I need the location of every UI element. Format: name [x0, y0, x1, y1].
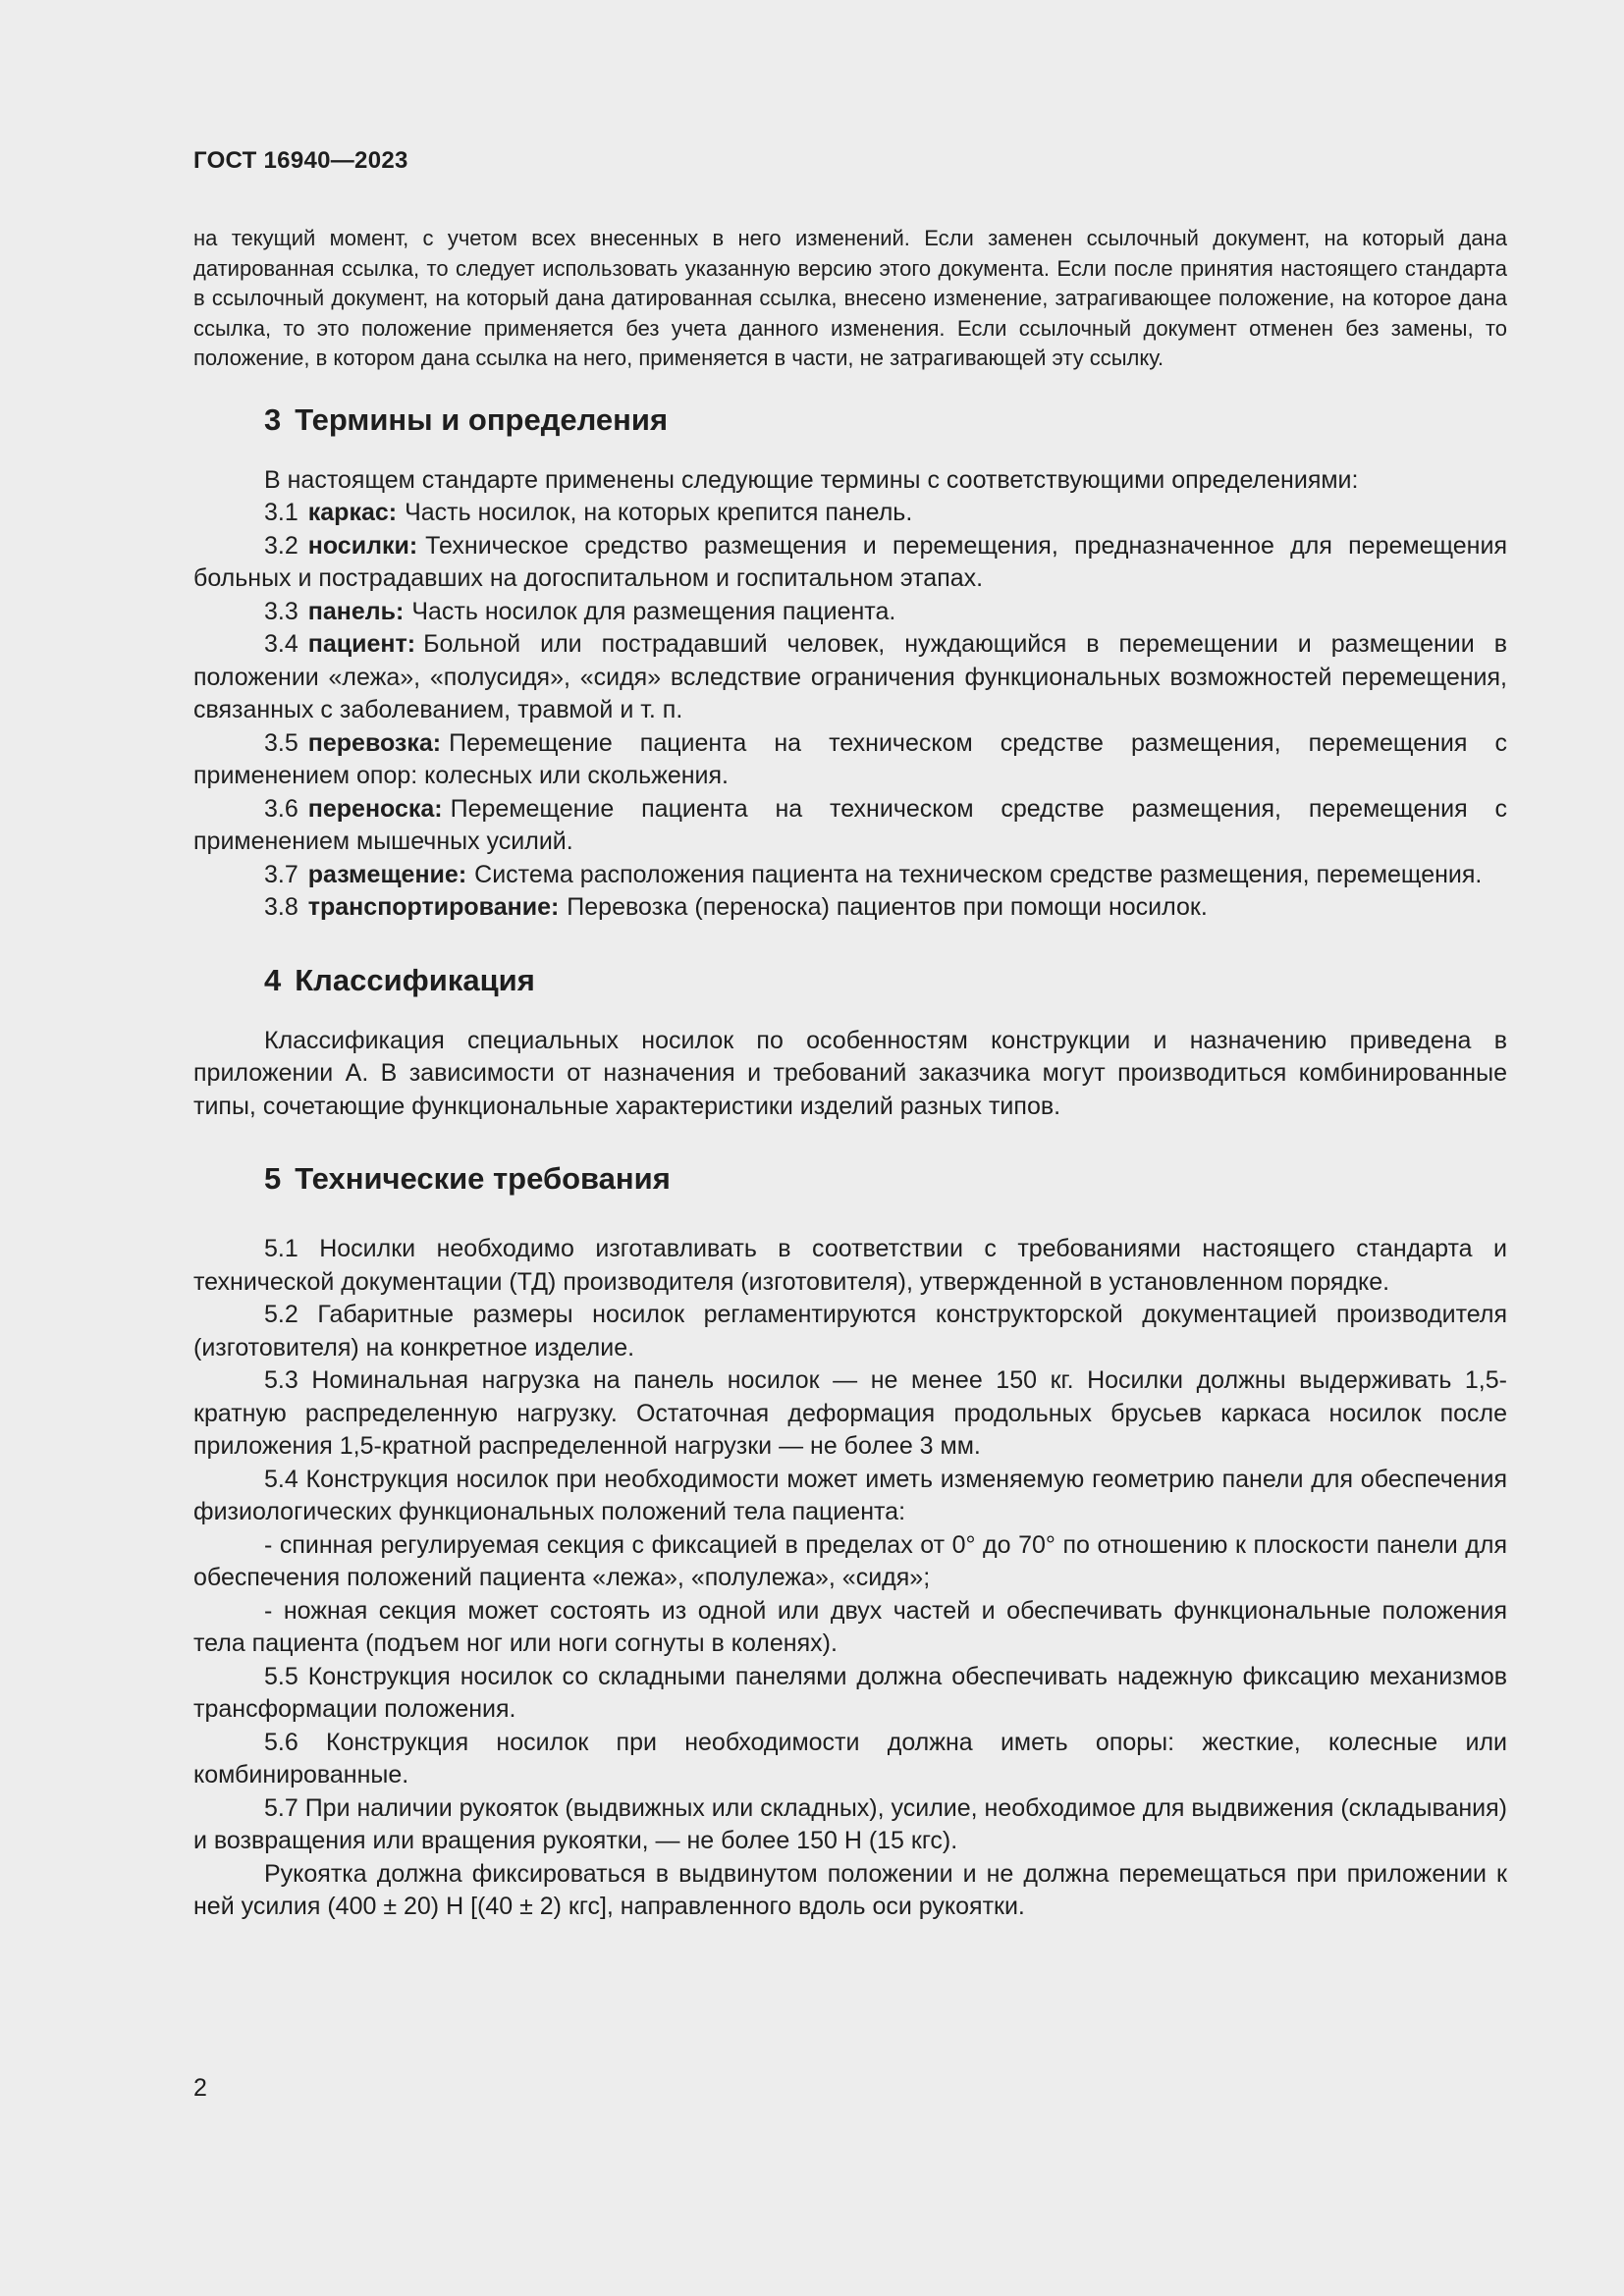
term-definition: Перемещение пациента на техническом средстве размещения, перемещения с применением опор: колесных или скольжения.: [193, 728, 1507, 789]
term-number: 3.8: [264, 893, 298, 921]
spacer: [193, 925, 1507, 962]
spacer: [193, 1123, 1507, 1160]
term-number: 3.4: [264, 630, 298, 658]
term-number: 3.5: [264, 728, 298, 757]
term-name: перевозка:: [307, 728, 442, 757]
paragraph-5-2: 5.2 Габаритные размеры носилок регламентируются конструкторской документацией производителя (изготовителя) на конкретное изделие.: [193, 1301, 1507, 1362]
section-4-heading: [193, 962, 1507, 999]
list-item-backrest: - спинная регулируемая секция с фиксацией в пределах от 0° до 70° по отношению к плоскости панели для обеспечения положений пациента «лежа», «полулежа», «сидя»;: [193, 1530, 1507, 1591]
term-definition: Больной или пострадавший человек, нуждающийся в перемещении и размещении в положении «лежа», «полусидя», «сидя» вследствие ограничения функциональных возможностей перемещения, связанных с заболеванием, травмой и т. п.: [193, 630, 1507, 723]
term-definition: Перевозка (переноска) пациентов при помощи носилок.: [567, 893, 1208, 921]
term-name: панель:: [307, 597, 405, 625]
section-4-text: Классификация специальных носилок по особенностям конструкции и назначению приведена в приложении А. В зависимости от назначения и требований заказчика могут производиться комбинированные типы, сочетающие функциональные характеристики изделий разных типов.: [193, 1026, 1507, 1120]
paragraph-5-6: 5.6 Конструкция носилок при необходимости должна иметь опоры: жесткие, колесные или комбинированные.: [193, 1728, 1507, 1789]
term-3-6: [193, 793, 1507, 859]
term-3-3: [193, 596, 1507, 629]
term-name: каркас:: [307, 499, 398, 526]
term-number: 3.6: [264, 794, 298, 823]
term-name: транспортирование:: [307, 893, 560, 921]
term-3-1: [193, 497, 1507, 530]
term-name: размещение:: [307, 860, 467, 888]
section-number: 5: [264, 1161, 282, 1196]
section-5-heading: [193, 1160, 1507, 1198]
term-3-7: [193, 859, 1507, 892]
term-name: пациент:: [307, 630, 416, 658]
page-number: 2: [193, 2074, 207, 2102]
section-title: Технические требования: [295, 1161, 671, 1196]
term-3-5: [193, 727, 1507, 793]
paragraph-5-3: 5.3 Номинальная нагрузка на панель носилок — не менее 150 кг. Носилки должны выдерживать 1,5-кратную распределенную нагрузку. Остаточная деформация продольных брусьев каркаса носилок после приложения 1,5-кратной распределенной нагрузки — не более 3 мм.: [193, 1366, 1507, 1460]
term-3-4: [193, 628, 1507, 727]
term-number: 3.7: [264, 860, 298, 888]
section-title: Термины и определения: [295, 401, 669, 437]
term-name: переноска:: [307, 794, 443, 823]
term-definition: Часть носилок, на которых крепится панель.: [405, 499, 913, 526]
term-3-8: [193, 891, 1507, 925]
term-number: 3.1: [264, 499, 298, 526]
term-definition: Перемещение пациента на техническом средстве размещения, перемещения с применением мышечных усилий.: [193, 794, 1507, 855]
paragraph-handle: Рукоятка должна фиксироваться в выдвинутом положении и не должна перемещаться при приложении к ней усилия (400 ± 20) Н [(40 ± 2) кгс], направленного вдоль оси рукоятки.: [193, 1859, 1507, 1920]
paragraph-5-7: 5.7 При наличии рукояток (выдвижных или складных), усилие, необходимое для выдвижения (складывания) и возвращения или вращения рукоятки, — не более 150 Н (15 кгс).: [193, 1793, 1507, 1854]
term-definition: Техническое средство размещения и перемещения, предназначенное для перемещения больных и пострадавших на догоспитальном и госпитальном этапах.: [193, 531, 1507, 592]
term-definition: Часть носилок для размещения пациента.: [411, 597, 896, 625]
paragraph-5-4: 5.4 Конструкция носилок при необходимости может иметь изменяемую геометрию панели для обеспечения физиологических функциональных положений тела пациента:: [193, 1465, 1507, 1525]
term-number: 3.2: [264, 531, 298, 560]
paragraph-5-5: 5.5 Конструкция носилок со складными панелями должна обеспечивать надежную фиксацию механизмов трансформации положения.: [193, 1662, 1507, 1723]
section-number: 4: [264, 962, 282, 997]
list-item-legrest: - ножная секция может состоять из одной или двух частей и обеспечивать функциональные положения тела пациента (подъем ног или ноги согнуты в коленях).: [193, 1596, 1507, 1657]
section-3-heading: [193, 401, 1507, 439]
paragraph-5-1: 5.1 Носилки необходимо изготавливать в соответствии с требованиями настоящего стандарта и технической документации (ТД) производителя (изготовителя), утвержденной в установленном порядке.: [193, 1235, 1507, 1296]
section-number: 3: [264, 401, 282, 437]
document-body: [193, 224, 1507, 1924]
term-3-2: [193, 530, 1507, 596]
term-name: носилки:: [307, 531, 418, 560]
section-3-lead: В настоящем стандарте применены следующие термины с соответствующими определениями:: [264, 465, 1359, 494]
document-header: ГОСТ 16940—2023: [193, 147, 408, 174]
section-title: Классификация: [295, 962, 535, 997]
term-number: 3.3: [264, 597, 298, 625]
term-definition: Система расположения пациента на техническом средстве размещения, перемещения.: [474, 860, 1483, 888]
intro-paragraph: на текущий момент, с учетом всех внесенных в него изменений. Если заменен ссылочный документ, на который дана датированная ссылка, то следует использовать указанную версию этого документа. Если после принятия настоящего стандарта в ссылочный документ, на который дана датированная ссылка, внесено изменение, затрагивающее положение, на которое дана ссылка, то это положение применяется без учета данного изменения. Если ссылочный документ отменен без замены, то положение, в котором дана ссылка на него, применяется в части, не затрагивающей эту ссылку.: [193, 226, 1507, 370]
